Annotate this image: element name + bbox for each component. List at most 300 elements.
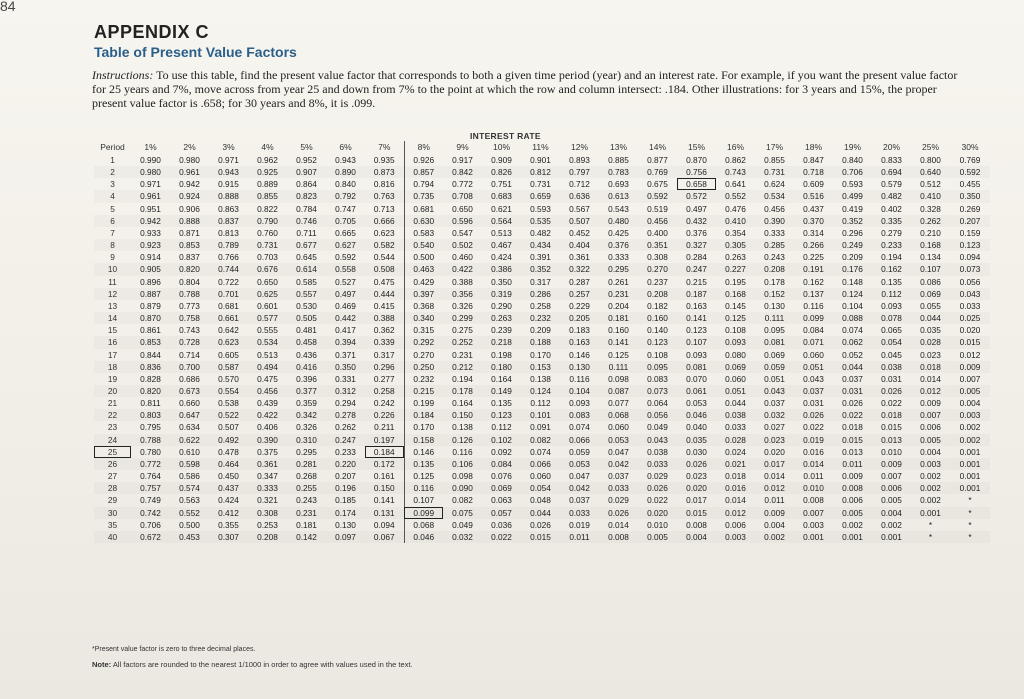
factor-cell: 0.388 xyxy=(365,312,404,324)
factor-cell: 0.029 xyxy=(608,495,629,506)
factor-cell: 0.026 xyxy=(677,458,716,470)
factor-cell: 0.036 xyxy=(491,519,512,530)
factor-cell: 0.623 xyxy=(365,227,404,239)
factor-cell: 0.123 xyxy=(686,325,707,336)
factor-cell: 0.023 xyxy=(686,471,707,482)
factor-cell: 0.208 xyxy=(755,263,794,275)
factor-cell: 0.675 xyxy=(647,179,668,190)
factor-cell: 0.011 xyxy=(803,471,824,482)
factor-cell: 0.295 xyxy=(296,446,317,457)
period-cell: 24 xyxy=(94,434,131,446)
period-cell: 19 xyxy=(107,373,118,384)
factor-cell: 0.943 xyxy=(335,155,356,165)
rate-column-header: 6% xyxy=(339,142,352,152)
factor-cell: 0.371 xyxy=(335,349,356,360)
factor-cell: 0.437 xyxy=(803,203,824,214)
factor-cell: 0.888 xyxy=(170,215,209,227)
factor-cell: 0.104 xyxy=(842,300,863,311)
rate-column-header: 17% xyxy=(765,142,783,152)
factor-cell: 0.004 xyxy=(959,398,981,409)
factor-cell: 0.354 xyxy=(725,227,746,238)
factor-cell: 0.335 xyxy=(872,215,911,227)
factor-cell: 0.933 xyxy=(140,227,161,238)
factor-cell: 0.002 xyxy=(881,519,902,530)
factor-cell: 0.002 xyxy=(920,471,941,482)
factor-cell: 0.583 xyxy=(404,227,443,239)
factor-cell: 0.359 xyxy=(296,398,317,409)
factor-cell: 0.507 xyxy=(560,215,599,227)
factor-cell: 0.574 xyxy=(170,482,209,494)
factor-cell: 0.007 xyxy=(881,471,902,482)
factor-cell: 0.138 xyxy=(530,373,551,384)
factor-cell: 0.011 xyxy=(560,531,599,543)
factor-cell: 0.650 xyxy=(452,203,473,214)
factor-cell: 0.247 xyxy=(677,263,716,275)
factor-cell: 0.811 xyxy=(140,398,161,409)
factor-cell: 0.258 xyxy=(365,385,404,397)
factor-cell: 0.020 xyxy=(677,482,716,494)
rate-column-header: 30% xyxy=(961,142,979,152)
factor-cell: 0.480 xyxy=(599,215,638,227)
factor-cell: 0.614 xyxy=(287,263,326,275)
factor-cell: 0.141 xyxy=(677,312,716,324)
factor-cell: 0.432 xyxy=(677,215,716,227)
factor-cell: 0.951 xyxy=(140,203,161,214)
factor-cell: 0.028 xyxy=(716,434,755,446)
factor-cell: 0.232 xyxy=(404,373,443,385)
factor-cell: 0.012 xyxy=(755,482,794,494)
factor-cell: 0.205 xyxy=(560,312,599,324)
factor-cell: 0.478 xyxy=(218,446,239,457)
factor-cell: 0.069 xyxy=(911,288,950,300)
factor-cell: 0.744 xyxy=(209,263,248,275)
factor-cell: 0.295 xyxy=(599,263,638,275)
factor-cell: 0.174 xyxy=(326,507,365,519)
factor-cell: 0.601 xyxy=(257,300,278,311)
factor-cell: 0.277 xyxy=(365,373,404,385)
factor-cell: 0.123 xyxy=(950,239,990,251)
factor-cell: 0.187 xyxy=(677,288,716,300)
factor-cell: 0.350 xyxy=(326,361,365,373)
factor-cell: 0.015 xyxy=(521,531,560,543)
factor-cell: 0.436 xyxy=(296,349,317,360)
factor-cell: 0.123 xyxy=(482,409,521,421)
factor-cell: 0.971 xyxy=(140,179,161,190)
factor-cell: 0.677 xyxy=(287,239,326,251)
factor-cell: 0.731 xyxy=(530,179,551,190)
factor-cell: 0.424 xyxy=(218,495,239,506)
table-header-row xyxy=(94,141,990,154)
factor-cell: 0.170 xyxy=(404,421,443,433)
factor-cell: 0.111 xyxy=(755,312,794,324)
factor-cell: 0.706 xyxy=(833,166,872,178)
factor-cell: 0.014 xyxy=(608,519,629,530)
factor-cell: 0.092 xyxy=(491,446,512,457)
factor-cell: 0.233 xyxy=(872,239,911,251)
appendix-title: APPENDIX C xyxy=(94,22,210,42)
factor-cell: 0.005 xyxy=(950,385,990,397)
factor-cell: 0.047 xyxy=(569,471,590,482)
factor-cell: 0.564 xyxy=(482,215,521,227)
factor-cell: 0.149 xyxy=(482,385,521,397)
factor-cell: 0.026 xyxy=(638,482,677,494)
factor-cell: 0.906 xyxy=(179,203,200,214)
factor-cell: 0.281 xyxy=(287,458,326,470)
factor-cell: 0.718 xyxy=(794,166,833,178)
factor-cell: 0.828 xyxy=(140,373,161,384)
factor-cell: 0.049 xyxy=(647,422,668,433)
factor-cell: 0.095 xyxy=(764,325,785,336)
factor-cell: 0.456 xyxy=(248,385,287,397)
period-cell: 30 xyxy=(94,507,131,519)
factor-cell: 0.773 xyxy=(179,300,200,311)
factor-cell: 0.046 xyxy=(404,531,443,543)
factor-cell: 0.350 xyxy=(950,190,990,202)
instructions-text: To use this table, find the present value factor that corresponds to both a given time period (year) and an interest rate. For example, if you want the present value factor for 25 years and 7%, move across from year 25 and down from 7% to the point at which the row and column intersect: .184. Other illustrations: for 3 years and 15%, the proper present value factor is .658; for 30 years and 8%, it is .099. xyxy=(92,68,958,110)
rate-column-header: 13% xyxy=(609,142,627,152)
factor-cell: 0.001 xyxy=(950,458,990,470)
rate-column-header: 3% xyxy=(222,142,235,152)
factor-cell: 0.310 xyxy=(287,434,326,446)
factor-cell: 0.102 xyxy=(482,434,521,446)
factor-cell: 0.788 xyxy=(131,434,170,446)
factor-cell: 0.714 xyxy=(179,349,200,360)
factor-cell: 0.482 xyxy=(872,190,911,202)
factor-cell: 0.722 xyxy=(218,276,239,287)
factor-cell: 0.961 xyxy=(170,166,209,178)
factor-cell: 0.499 xyxy=(833,190,872,202)
factor-cell: 0.315 xyxy=(404,324,443,336)
rounding-note xyxy=(92,660,413,669)
factor-cell: 0.082 xyxy=(521,434,560,446)
factor-cell: 0.184 xyxy=(365,446,404,458)
factor-cell: * xyxy=(968,495,972,506)
factor-cell: 0.033 xyxy=(560,507,599,519)
period-column-header: Period xyxy=(100,142,125,152)
factor-cell: 0.444 xyxy=(365,288,404,300)
factor-cell: 0.833 xyxy=(881,155,902,165)
factor-cell: 0.416 xyxy=(287,361,326,373)
factor-cell: 0.355 xyxy=(218,519,239,530)
factor-cell: 0.641 xyxy=(725,179,746,190)
factor-cell: 0.032 xyxy=(755,409,794,421)
factor-cell: 0.742 xyxy=(131,507,170,519)
factor-cell: 0.262 xyxy=(911,215,950,227)
factor-cell: 0.026 xyxy=(842,398,863,409)
factor-cell: 0.016 xyxy=(716,482,755,494)
factor-cell: 0.086 xyxy=(920,276,941,287)
factor-cell: 0.017 xyxy=(755,458,794,470)
factor-cell: 0.567 xyxy=(569,203,590,214)
factor-cell: 0.317 xyxy=(365,349,404,361)
factor-cell: 0.001 xyxy=(911,507,950,519)
factor-cell: 0.247 xyxy=(326,434,365,446)
factor-cell: 0.084 xyxy=(803,325,824,336)
factor-cell: 0.059 xyxy=(755,361,794,373)
factor-cell: 0.507 xyxy=(218,422,239,433)
factor-cell: 0.455 xyxy=(959,179,981,190)
factor-cell: 0.003 xyxy=(911,458,950,470)
factor-cell: 0.009 xyxy=(755,507,794,519)
factor-cell: 0.066 xyxy=(560,434,599,446)
factor-cell: 0.862 xyxy=(725,155,746,165)
factor-cell: 0.037 xyxy=(569,495,590,506)
factor-cell: 0.220 xyxy=(326,458,365,470)
factor-cell: 0.069 xyxy=(764,349,785,360)
factor-cell: 0.686 xyxy=(179,373,200,384)
factor-cell: 0.095 xyxy=(638,361,677,373)
page-number: 84 xyxy=(0,0,16,14)
factor-cell: 0.417 xyxy=(335,325,356,336)
rate-column-header: 8% xyxy=(404,141,443,154)
factor-cell: 0.107 xyxy=(911,263,950,275)
factor-cell: 0.093 xyxy=(686,349,707,360)
factor-cell: 0.020 xyxy=(638,507,677,519)
factor-cell: 0.284 xyxy=(686,252,707,263)
factor-cell: 0.312 xyxy=(326,385,365,397)
factor-cell: 0.191 xyxy=(794,263,833,275)
factor-cell: 0.053 xyxy=(560,458,599,470)
factor-cell: 0.907 xyxy=(287,166,326,178)
factor-cell: 0.008 xyxy=(599,531,638,543)
factor-cell: 0.572 xyxy=(677,190,716,202)
factor-cell: 0.661 xyxy=(209,312,248,324)
factor-cell: 0.390 xyxy=(248,434,287,446)
factor-cell: 0.087 xyxy=(599,385,638,397)
factor-cell: 0.362 xyxy=(365,324,404,336)
factor-cell: 0.352 xyxy=(521,263,560,275)
table-row xyxy=(94,397,990,409)
factor-cell: 0.971 xyxy=(218,155,239,165)
factor-cell: 0.630 xyxy=(404,215,443,227)
factor-cell: 0.397 xyxy=(404,288,443,300)
factor-cell: 0.622 xyxy=(170,434,209,446)
factor-cell: 0.299 xyxy=(443,312,482,324)
factor-cell: 0.308 xyxy=(248,507,287,519)
factor-cell: 0.582 xyxy=(365,239,404,251)
factor-cell: 0.022 xyxy=(482,531,521,543)
factor-cell: 0.660 xyxy=(179,398,200,409)
factor-cell: 0.780 xyxy=(140,446,161,457)
factor-cell: 0.901 xyxy=(530,155,551,165)
factor-cell: 0.456 xyxy=(764,203,785,214)
table-row xyxy=(94,227,990,239)
factor-cell: 0.683 xyxy=(482,190,521,202)
factor-cell: 0.923 xyxy=(131,239,170,251)
table-subtitle: Table of Present Value Factors xyxy=(94,44,297,60)
rate-column-header: 1% xyxy=(144,142,157,152)
factor-cell: 0.285 xyxy=(755,239,794,251)
table-row xyxy=(94,409,990,421)
table-row xyxy=(94,154,990,166)
factor-cell: 0.009 xyxy=(950,361,990,373)
factor-cell: 0.204 xyxy=(608,300,629,311)
factor-cell: 0.112 xyxy=(872,288,911,300)
factor-cell: 0.054 xyxy=(872,336,911,348)
factor-cell: 0.015 xyxy=(950,336,990,348)
factor-cell: 0.035 xyxy=(920,325,941,336)
factor-cell: 0.141 xyxy=(365,494,404,506)
factor-cell: 0.227 xyxy=(716,263,755,275)
factor-cell: 0.870 xyxy=(686,155,707,165)
factor-cell: 0.422 xyxy=(248,409,287,421)
period-cell: 5 xyxy=(110,203,115,214)
factor-cell: 0.410 xyxy=(911,190,950,202)
factor-cell: 0.673 xyxy=(170,385,209,397)
interest-rate-header: INTEREST RATE xyxy=(470,131,541,141)
factor-cell: 0.434 xyxy=(521,239,560,251)
factor-cell: 0.439 xyxy=(257,398,278,409)
factor-cell: 0.094 xyxy=(365,519,404,531)
factor-cell: 0.184 xyxy=(404,409,443,421)
table-row xyxy=(94,166,990,178)
factor-cell: 0.885 xyxy=(608,155,629,165)
factor-cell: 0.106 xyxy=(443,458,482,470)
factor-cell: 0.376 xyxy=(599,239,638,251)
factor-cell: 0.645 xyxy=(296,252,317,263)
factor-cell: 0.043 xyxy=(803,373,824,384)
factor-cell: 0.460 xyxy=(452,252,473,263)
factor-cell: 0.182 xyxy=(647,300,668,311)
factor-cell: 0.043 xyxy=(638,434,677,446)
factor-cell: 0.053 xyxy=(599,434,638,446)
factor-cell: 0.009 xyxy=(842,471,863,482)
factor-cell: 0.038 xyxy=(872,361,911,373)
factor-cell: 0.893 xyxy=(569,155,590,165)
table-row xyxy=(94,239,990,251)
factor-cell: 0.044 xyxy=(521,507,560,519)
factor-cell: 0.847 xyxy=(803,155,824,165)
factor-cell: 0.990 xyxy=(140,155,161,165)
factor-cell: 0.037 xyxy=(764,398,785,409)
rate-column-header: 12% xyxy=(570,142,588,152)
factor-cell: 0.307 xyxy=(209,531,248,543)
factor-cell: 0.294 xyxy=(335,398,356,409)
factor-cell: 0.076 xyxy=(491,471,512,482)
factor-cell: 0.500 xyxy=(404,251,443,263)
table-row xyxy=(94,300,990,312)
factor-cell: 0.871 xyxy=(179,227,200,238)
factor-cell: 0.053 xyxy=(686,398,707,409)
factor-cell: 0.610 xyxy=(179,446,200,457)
factor-cell: 0.164 xyxy=(452,398,473,409)
factor-cell: 0.075 xyxy=(443,507,482,519)
factor-cell: 0.010 xyxy=(794,482,833,494)
factor-cell: 0.007 xyxy=(911,409,950,421)
factor-cell: 0.035 xyxy=(677,434,716,446)
instructions-label: Instructions: xyxy=(92,68,154,82)
factor-cell: 0.124 xyxy=(833,288,872,300)
factor-cell: 0.150 xyxy=(443,409,482,421)
factor-cell: 0.226 xyxy=(365,409,404,421)
factor-cell: 0.763 xyxy=(365,190,404,202)
table-row xyxy=(94,288,990,300)
table-row xyxy=(94,215,990,227)
factor-cell: 0.002 xyxy=(911,482,950,494)
factor-cell: 0.749 xyxy=(140,495,161,506)
factor-cell: 0.587 xyxy=(209,361,248,373)
factor-cell: 0.665 xyxy=(335,227,356,238)
factor-cell: 0.002 xyxy=(755,531,794,543)
factor-cell: 0.647 xyxy=(170,409,209,421)
factor-cell: 0.952 xyxy=(296,155,317,165)
factor-cell: 0.146 xyxy=(404,446,443,458)
factor-cell: 0.168 xyxy=(716,288,755,300)
factor-cell: 0.450 xyxy=(218,471,239,482)
factor-cell: 0.199 xyxy=(404,397,443,409)
factor-cell: 0.577 xyxy=(248,312,287,324)
factor-cell: 0.074 xyxy=(530,446,551,457)
factor-cell: 0.225 xyxy=(803,252,824,263)
period-cell: 12 xyxy=(94,288,131,300)
factor-cell: 0.056 xyxy=(959,276,981,287)
factor-cell: 0.783 xyxy=(599,166,638,178)
factor-cell: 0.837 xyxy=(209,215,248,227)
factor-cell: 0.081 xyxy=(755,336,794,348)
factor-cell: 0.711 xyxy=(296,227,317,238)
factor-cell: 0.769 xyxy=(638,166,677,178)
factor-cell: 0.861 xyxy=(140,325,161,336)
factor-cell: 0.728 xyxy=(170,336,209,348)
factor-cell: 0.067 xyxy=(365,531,404,543)
factor-cell: 0.208 xyxy=(248,531,287,543)
factor-cell: 0.025 xyxy=(950,312,990,324)
table-row xyxy=(94,385,990,397)
factor-cell: 0.145 xyxy=(725,300,746,311)
factor-cell: 0.746 xyxy=(287,215,326,227)
factor-cell: 0.038 xyxy=(647,446,668,457)
period-cell: 8 xyxy=(94,239,131,251)
factor-cell: 0.126 xyxy=(443,434,482,446)
factor-cell: 0.820 xyxy=(131,385,170,397)
factor-cell: 0.789 xyxy=(209,239,248,251)
factor-cell: 0.185 xyxy=(335,495,356,506)
factor-cell: 0.188 xyxy=(521,336,560,348)
factor-cell: 0.033 xyxy=(599,482,638,494)
factor-cell: 0.013 xyxy=(872,434,911,446)
factor-cell: 0.153 xyxy=(521,361,560,373)
instructions-paragraph xyxy=(92,68,962,110)
factor-cell: 0.570 xyxy=(218,373,239,384)
rate-column-header: 18% xyxy=(804,142,822,152)
factor-cell: 0.107 xyxy=(404,494,443,506)
factor-cell: 0.163 xyxy=(686,300,707,311)
factor-cell: 0.012 xyxy=(959,349,981,360)
note-label: Note: xyxy=(92,660,112,669)
rate-column-header: 15% xyxy=(687,142,705,152)
factor-cell: 0.390 xyxy=(755,215,794,227)
period-cell: 11 xyxy=(108,276,117,287)
rate-column-header: 5% xyxy=(300,142,313,152)
table-row xyxy=(94,312,990,324)
factor-cell: 0.492 xyxy=(209,434,248,446)
factor-cell: 0.731 xyxy=(755,166,794,178)
rate-column-header: 25% xyxy=(921,142,939,152)
factor-cell: 0.840 xyxy=(842,155,863,165)
factor-cell: 0.314 xyxy=(803,227,824,238)
period-cell: 28 xyxy=(94,482,131,494)
factor-cell: 0.452 xyxy=(569,227,590,238)
factor-cell: 0.005 xyxy=(911,434,950,446)
factor-cell: * xyxy=(950,507,990,519)
factor-cell: 0.097 xyxy=(326,531,365,543)
factor-cell: 0.513 xyxy=(257,349,278,360)
table-row xyxy=(94,336,990,348)
table-row xyxy=(94,349,990,361)
factor-cell: 0.624 xyxy=(764,179,785,190)
factor-cell: 0.006 xyxy=(725,519,746,530)
factor-cell: 0.388 xyxy=(452,276,473,287)
